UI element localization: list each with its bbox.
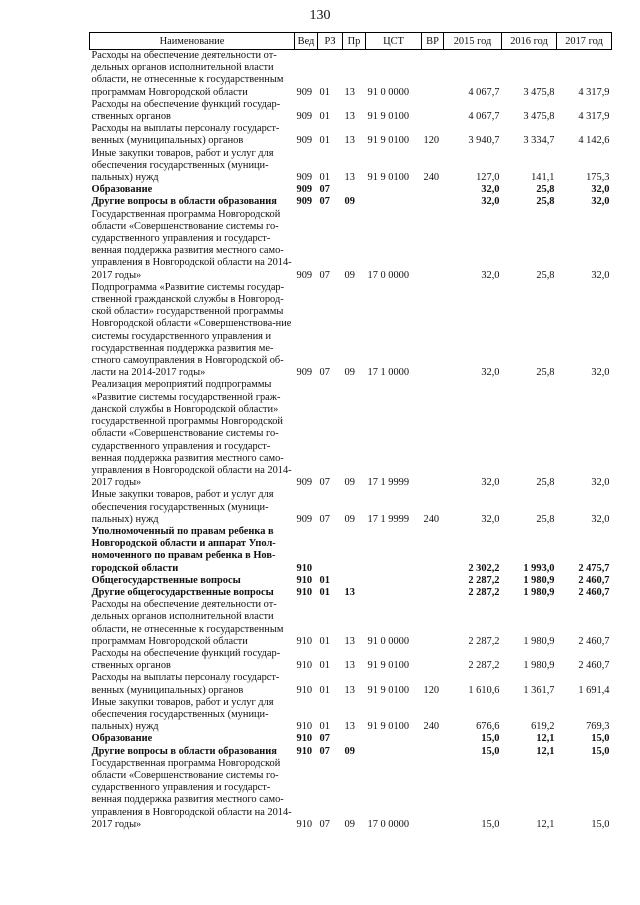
cell-ved: 910 bbox=[296, 574, 313, 586]
cell-vr bbox=[422, 209, 444, 282]
cell-rz: 01 bbox=[319, 86, 330, 98]
cell-2015: 2 287,2 bbox=[468, 586, 500, 598]
header-name: Наименование bbox=[90, 33, 295, 50]
header-2015: 2015 год bbox=[444, 33, 502, 50]
cell-ved: 909 bbox=[296, 111, 313, 123]
cell-rz: 01 bbox=[319, 135, 330, 147]
cell-vr bbox=[422, 587, 444, 599]
cell-2015: 15,0 bbox=[481, 745, 500, 757]
cell-ved: 910 bbox=[296, 635, 313, 647]
cell-2015: 15,0 bbox=[481, 818, 500, 830]
cell-2015: 2 302,2 bbox=[468, 562, 500, 574]
cell-rz: 01 bbox=[319, 574, 330, 586]
cell-ved: 910 bbox=[296, 562, 313, 574]
cell-pr: 13 bbox=[344, 586, 355, 598]
cell-pr: 13 bbox=[344, 135, 355, 147]
cell-ved: 910 bbox=[296, 721, 313, 733]
cell-vr bbox=[422, 575, 444, 587]
cell-2015: 32,0 bbox=[481, 367, 500, 379]
cell-ved: 909 bbox=[296, 135, 313, 147]
cell-2016: 1 980,9 bbox=[523, 635, 555, 647]
cell-2017: 2 460,7 bbox=[578, 574, 610, 586]
cell-2017: 769,3 bbox=[586, 721, 610, 733]
table-row bbox=[90, 599, 612, 648]
cell-name: Государственная программа Новгородской области «Совершенствование системы го-сударственного управления и государст-венная поддержка развития местного само-управления в Новгородской области на 2014-2017 годы» bbox=[91, 757, 292, 830]
cell-cst bbox=[366, 746, 422, 758]
cell-vr bbox=[422, 282, 444, 380]
cell-2016: 1 980,9 bbox=[523, 574, 555, 586]
cell-cst bbox=[366, 733, 422, 745]
cell-name: Образование bbox=[91, 733, 153, 745]
table-row bbox=[90, 526, 612, 575]
cell-2015: 32,0 bbox=[481, 513, 500, 525]
cell-2017: 15,0 bbox=[591, 818, 610, 830]
cell-cst: 91 9 0100 bbox=[367, 660, 410, 672]
cell-rz: 01 bbox=[319, 684, 330, 696]
cell-2016: 1 361,7 bbox=[523, 684, 555, 696]
cell-2016: 1 993,0 bbox=[523, 562, 555, 574]
cell-pr: 13 bbox=[344, 86, 355, 98]
table-row bbox=[90, 379, 612, 489]
cell-ved: 909 bbox=[296, 172, 313, 184]
cell-name: Государственная программа Новгородской области «Совершенствование системы го-сударственного управления и государст-венная поддержка развития местного само-управления в Новгородской области на 2014-2017 годы» bbox=[91, 208, 292, 281]
cell-name: Расходы на обеспечение функций государ-ственных органов bbox=[91, 98, 281, 123]
cell-2016: 25,8 bbox=[536, 184, 555, 196]
cell-cst: 91 9 0100 bbox=[367, 721, 410, 733]
cell-cst: 91 9 0100 bbox=[367, 111, 410, 123]
table-row bbox=[90, 697, 612, 734]
cell-ved: 909 bbox=[296, 269, 313, 281]
cell-rz: 07 bbox=[319, 733, 330, 745]
cell-cst: 17 0 0000 bbox=[367, 269, 410, 281]
cell-name: Реализация мероприятий подпрограммы «Развитие системы государственной граж-данской службы в Новгородской области» государственной программы Новгородской области «Совершенствование системы го-сударственного управления и государст-венная поддержка развития местного само-управления в Новгородской области на 2014-2017 годы» bbox=[91, 379, 292, 489]
cell-pr: 13 bbox=[344, 172, 355, 184]
cell-rz: 07 bbox=[319, 745, 330, 757]
cell-ved: 910 bbox=[296, 586, 313, 598]
cell-ved: 910 bbox=[296, 684, 313, 696]
cell-2017: 32,0 bbox=[591, 513, 610, 525]
cell-name: Другие вопросы в области образования bbox=[91, 196, 277, 208]
cell-2017: 4 317,9 bbox=[578, 86, 610, 98]
cell-2016: 12,1 bbox=[536, 818, 555, 830]
cell-pr: 13 bbox=[344, 111, 355, 123]
cell-rz: 07 bbox=[319, 513, 330, 525]
cell-2016: 3 475,8 bbox=[523, 111, 555, 123]
table-row bbox=[90, 672, 612, 696]
cell-rz: 07 bbox=[319, 367, 330, 379]
cell-name: Расходы на обеспечение деятельности от-дельных органов исполнительной власти области, не отнесенные к государственным программам Новгородской области bbox=[91, 599, 284, 647]
cell-pr bbox=[343, 184, 366, 196]
table-row bbox=[90, 99, 612, 123]
cell-cst: 17 0 0000 bbox=[367, 818, 410, 830]
cell-vr: 120 bbox=[423, 684, 440, 696]
cell-name: Расходы на обеспечение деятельности от-дельных органов исполнительной власти области, не отнесенные к государственным программам Новгородской области bbox=[91, 50, 284, 98]
cell-ved: 909 bbox=[296, 86, 313, 98]
table-row bbox=[90, 282, 612, 380]
cell-pr: 13 bbox=[344, 660, 355, 672]
cell-2015: 2 287,2 bbox=[468, 635, 500, 647]
cell-rz: 01 bbox=[319, 111, 330, 123]
cell-rz: 01 bbox=[319, 660, 330, 672]
cell-ved: 909 bbox=[296, 196, 313, 208]
cell-name: Уполномоченный по правам ребенка в Новгородской области и аппарат Упол-номоченного по правам ребенка в Нов-городской области bbox=[91, 525, 276, 574]
cell-vr: 240 bbox=[423, 513, 440, 525]
cell-name: Образование bbox=[91, 184, 153, 196]
cell-2016: 12,1 bbox=[536, 745, 555, 757]
cell-cst bbox=[366, 587, 422, 599]
cell-2016: 25,8 bbox=[536, 196, 555, 208]
budget-table bbox=[89, 32, 612, 831]
cell-ved: 909 bbox=[296, 367, 313, 379]
cell-cst bbox=[366, 184, 422, 196]
cell-vr bbox=[422, 50, 444, 99]
cell-2017: 32,0 bbox=[591, 367, 610, 379]
cell-pr bbox=[343, 733, 366, 745]
header-ved: Вед bbox=[295, 33, 318, 50]
table-row bbox=[90, 758, 612, 831]
cell-2015: 2 287,2 bbox=[468, 660, 500, 672]
cell-ved: 909 bbox=[296, 184, 313, 196]
cell-ved: 910 bbox=[296, 660, 313, 672]
cell-pr: 09 bbox=[344, 269, 355, 281]
cell-2016: 1 980,9 bbox=[523, 586, 555, 598]
cell-pr: 13 bbox=[344, 684, 355, 696]
cell-2016: 25,8 bbox=[536, 477, 555, 489]
cell-pr: 09 bbox=[344, 745, 355, 757]
cell-vr bbox=[422, 648, 444, 672]
cell-vr bbox=[422, 196, 444, 208]
cell-pr: 09 bbox=[344, 513, 355, 525]
header-pr: Пр bbox=[343, 33, 366, 50]
cell-cst: 91 9 0100 bbox=[367, 684, 410, 696]
cell-2015: 4 067,7 bbox=[468, 111, 500, 123]
page-number: 130 bbox=[309, 8, 331, 23]
cell-rz: 07 bbox=[319, 196, 330, 208]
table-row bbox=[90, 123, 612, 147]
cell-2015: 32,0 bbox=[481, 477, 500, 489]
cell-2016: 3 334,7 bbox=[523, 135, 555, 147]
cell-vr bbox=[422, 599, 444, 648]
cell-2017: 4 142,6 bbox=[578, 135, 610, 147]
cell-ved: 910 bbox=[296, 733, 313, 745]
cell-cst: 17 1 9999 bbox=[367, 477, 410, 489]
cell-name: Расходы на выплаты персоналу государст-венных (муниципальных) органов bbox=[91, 672, 280, 696]
cell-cst: 91 0 0000 bbox=[367, 86, 410, 98]
cell-2016: 25,8 bbox=[536, 513, 555, 525]
cell-name: Расходы на обеспечение функций государ-ственных органов bbox=[91, 647, 281, 672]
table-row bbox=[90, 587, 612, 599]
cell-rz: 07 bbox=[319, 184, 330, 196]
cell-rz bbox=[318, 526, 343, 575]
table-row bbox=[90, 746, 612, 758]
cell-vr: 240 bbox=[423, 172, 440, 184]
cell-vr bbox=[422, 733, 444, 745]
table-row bbox=[90, 209, 612, 282]
header-vr: ВР bbox=[422, 33, 444, 50]
cell-cst: 91 9 0100 bbox=[367, 135, 410, 147]
header-rz: РЗ bbox=[318, 33, 343, 50]
cell-2016: 12,1 bbox=[536, 733, 555, 745]
table-row bbox=[90, 184, 612, 196]
cell-pr: 13 bbox=[344, 635, 355, 647]
table-row bbox=[90, 50, 612, 99]
cell-pr: 09 bbox=[344, 196, 355, 208]
cell-rz: 01 bbox=[319, 635, 330, 647]
cell-2016: 3 475,8 bbox=[523, 86, 555, 98]
table-row bbox=[90, 648, 612, 672]
cell-2017: 32,0 bbox=[591, 184, 610, 196]
cell-2015: 127,0 bbox=[476, 172, 500, 184]
cell-cst: 17 1 9999 bbox=[367, 513, 410, 525]
cell-2017: 32,0 bbox=[591, 196, 610, 208]
cell-2017: 2 475,7 bbox=[578, 562, 610, 574]
cell-2015: 32,0 bbox=[481, 184, 500, 196]
cell-name: Иные закупки товаров, работ и услуг для обеспечения государственных (муници-пальных) нужд bbox=[91, 696, 274, 733]
cell-2017: 32,0 bbox=[591, 269, 610, 281]
cell-vr bbox=[422, 526, 444, 575]
cell-2016: 25,8 bbox=[536, 269, 555, 281]
header-2016: 2016 год bbox=[502, 33, 557, 50]
cell-2017: 175,3 bbox=[586, 172, 610, 184]
table-row bbox=[90, 575, 612, 587]
cell-vr: 120 bbox=[423, 135, 440, 147]
cell-pr: 09 bbox=[344, 477, 355, 489]
cell-cst bbox=[366, 526, 422, 575]
cell-2017: 15,0 bbox=[591, 733, 610, 745]
cell-cst: 91 9 0100 bbox=[367, 172, 410, 184]
table-row bbox=[90, 489, 612, 526]
cell-ved: 909 bbox=[296, 477, 313, 489]
cell-name: Другие вопросы в области образования bbox=[91, 745, 277, 757]
cell-2015: 15,0 bbox=[481, 733, 500, 745]
cell-rz: 07 bbox=[319, 269, 330, 281]
cell-pr: 13 bbox=[344, 721, 355, 733]
cell-rz: 07 bbox=[319, 818, 330, 830]
header-2017: 2017 год bbox=[557, 33, 612, 50]
cell-2015: 3 940,7 bbox=[468, 135, 500, 147]
cell-2017: 1 691,4 bbox=[578, 684, 610, 696]
cell-2016: 141,1 bbox=[531, 172, 555, 184]
cell-vr bbox=[422, 746, 444, 758]
cell-2017: 32,0 bbox=[591, 477, 610, 489]
cell-2017: 15,0 bbox=[591, 745, 610, 757]
cell-ved: 909 bbox=[296, 513, 313, 525]
cell-2015: 32,0 bbox=[481, 269, 500, 281]
cell-name: Другие общегосударственные вопросы bbox=[91, 586, 274, 598]
cell-2017: 4 317,9 bbox=[578, 111, 610, 123]
cell-2016: 619,2 bbox=[531, 721, 555, 733]
cell-name: Иные закупки товаров, работ и услуг для обеспечения государственных (муници-пальных) нужд bbox=[91, 489, 274, 525]
cell-2015: 1 610,6 bbox=[468, 684, 500, 696]
cell-2017: 2 460,7 bbox=[578, 660, 610, 672]
cell-rz: 01 bbox=[319, 721, 330, 733]
cell-cst bbox=[366, 575, 422, 587]
table-row bbox=[90, 733, 612, 745]
cell-cst: 91 0 0000 bbox=[367, 635, 410, 647]
cell-pr bbox=[343, 526, 366, 575]
cell-rz: 01 bbox=[319, 172, 330, 184]
cell-vr bbox=[422, 99, 444, 123]
cell-2015: 2 287,2 bbox=[468, 574, 500, 586]
cell-name: Иные закупки товаров, работ и услуг для обеспечения государственных (муници-пальных) нужд bbox=[91, 147, 274, 184]
cell-pr: 09 bbox=[344, 367, 355, 379]
cell-cst: 17 1 0000 bbox=[367, 367, 410, 379]
table-body bbox=[90, 50, 612, 832]
cell-vr bbox=[422, 184, 444, 196]
cell-2017: 2 460,7 bbox=[578, 635, 610, 647]
table-header-row bbox=[90, 33, 612, 50]
cell-ved: 910 bbox=[296, 818, 313, 830]
cell-rz: 07 bbox=[319, 477, 330, 489]
cell-vr bbox=[422, 379, 444, 489]
cell-2016: 1 980,9 bbox=[523, 660, 555, 672]
cell-pr: 09 bbox=[344, 818, 355, 830]
cell-rz: 01 bbox=[319, 586, 330, 598]
cell-vr: 240 bbox=[423, 721, 440, 733]
cell-pr bbox=[343, 575, 366, 587]
table-row bbox=[90, 148, 612, 185]
table-row bbox=[90, 196, 612, 208]
cell-cst bbox=[366, 196, 422, 208]
cell-2015: 4 067,7 bbox=[468, 86, 500, 98]
cell-name: Общегосударственные вопросы bbox=[91, 574, 241, 586]
cell-vr bbox=[422, 758, 444, 831]
cell-2017: 2 460,7 bbox=[578, 586, 610, 598]
cell-2016: 25,8 bbox=[536, 367, 555, 379]
cell-2015: 32,0 bbox=[481, 196, 500, 208]
cell-name: Расходы на выплаты персоналу государст-венных (муниципальных) органов bbox=[91, 123, 280, 147]
cell-ved: 910 bbox=[296, 745, 313, 757]
header-cst: ЦСТ bbox=[366, 33, 422, 50]
cell-2015: 676,6 bbox=[476, 721, 500, 733]
cell-name: Подпрограмма «Развитие системы государ-ственной гражданской службы в Новгород-ской области» государственной программы Новгородской области «Совершенствова-ние системы государственного управления и государственная поддержка развития ме-стного самоуправления в Новгородской об-ласти на 2014-2017 годы» bbox=[91, 281, 292, 379]
